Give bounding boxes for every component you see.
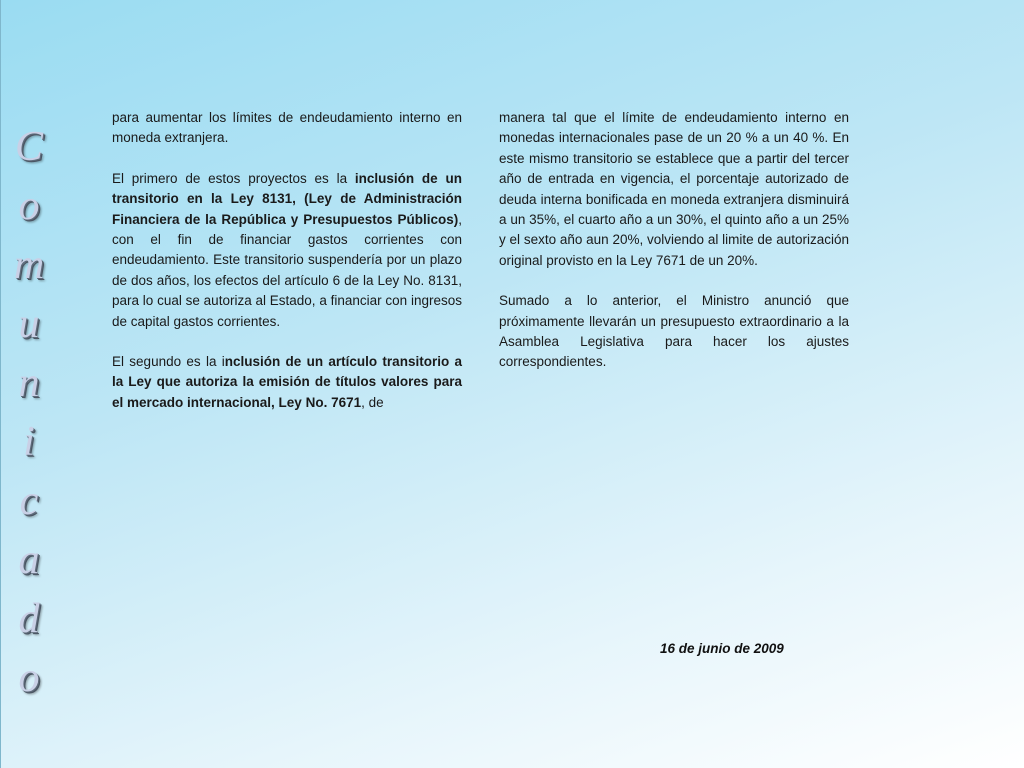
- date-label: 16 de junio de 2009: [660, 641, 784, 656]
- title-letter: n: [18, 360, 40, 406]
- paragraph-text: El segundo es la i: [112, 354, 225, 370]
- right-text-column: [499, 108, 849, 393]
- title-letter: c: [19, 478, 39, 524]
- title-letter: d: [18, 596, 40, 642]
- paragraph-text: El primero de estos proyectos es la: [112, 170, 355, 186]
- left-text-column: [112, 108, 462, 433]
- title-letter: o: [18, 183, 40, 229]
- left-paragraph-1: para aumentar los límites de endeudamiento interno en moneda extranjera.: [112, 110, 462, 146]
- paragraph-text: , con el fin de financiar gastos corrientes con endeudamiento. Este transitorio suspendería por un plazo de dos años, los efectos del artículo 6 de la Ley No. 8131, para lo cual se autoriza al Estado, a financiar con ingresos de capital gastos corrientes.: [112, 211, 462, 329]
- paragraph-bold-text: inclusión de un transitorio en la Ley 8131, (Ley de Administración Financiera de la República y Presupuestos Públicos): [112, 170, 462, 227]
- title-letter: o: [18, 655, 40, 701]
- title-letter: i: [23, 419, 35, 465]
- left-paragraph-3: [112, 352, 462, 413]
- paragraph-bold-text: nclusión de un artículo transitorio a la Ley que autoriza la emisión de títulos valores para el mercado internacional, Ley No. 7671: [112, 354, 462, 410]
- title-letter: m: [13, 242, 45, 288]
- title-letter: u: [18, 301, 40, 347]
- right-paragraph-2: Sumado a lo anterior, el Ministro anunció que próximamente llevarán un presupuesto extraordinario a la Asamblea Legislativa para hacer los ajustes correspondientes.: [499, 293, 849, 370]
- right-paragraph-1: manera tal que el límite de endeudamiento interno en monedas internacionales pase de un 20 % a un 40 %. En este mismo transitorio se establece que a partir del tercer año de entrada en vigencia, el porcentaje autorizado de deuda interna bonificada en moneda extranjera disminuirá a un 35%, el cuarto año a un 30%, el quinto año a un 25% y el sexto año aun 20%, volviendo al limite de autorización original provisto en la Ley 7671 de un 20%.: [499, 110, 849, 268]
- vertical-title-comunicado: [7, 118, 51, 708]
- title-letter: C: [14, 124, 43, 170]
- title-letter: a: [18, 537, 40, 583]
- left-paragraph-2: [112, 169, 462, 332]
- paragraph-text: , de: [361, 394, 384, 410]
